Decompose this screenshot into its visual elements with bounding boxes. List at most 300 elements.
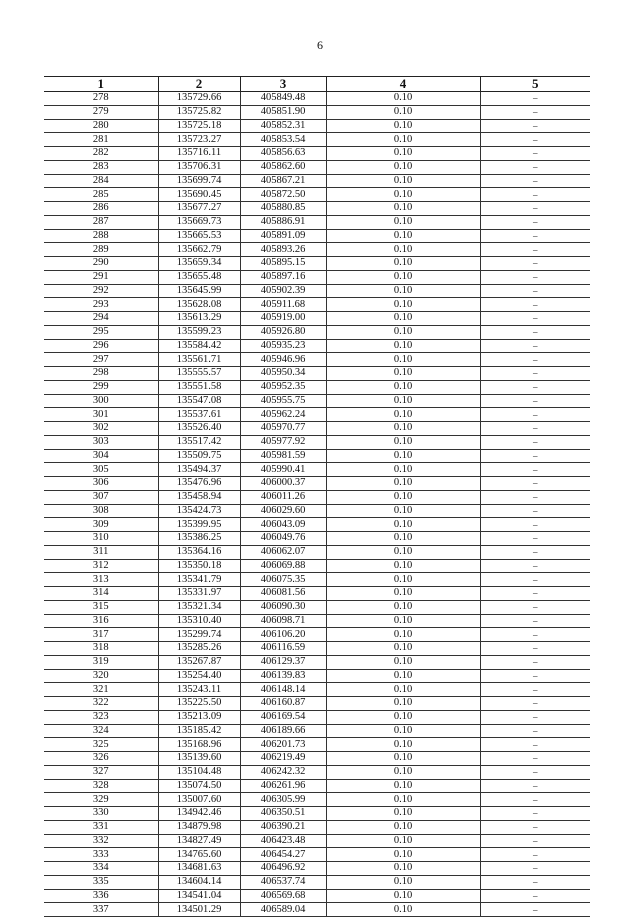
x-coordinate-cell: 135386.25: [158, 532, 240, 546]
error-value-cell: 0.10: [326, 628, 480, 642]
y-coordinate-cell: 405856.63: [240, 147, 326, 161]
table-row: [44, 312, 590, 326]
point-number-cell: 292: [44, 284, 158, 298]
error-value-cell: 0.10: [326, 518, 480, 532]
note-cell: –: [480, 738, 590, 752]
table-row: [44, 697, 590, 711]
point-number-cell: 282: [44, 147, 158, 161]
x-coordinate-cell: 135526.40: [158, 422, 240, 436]
x-coordinate-cell: 135364.16: [158, 545, 240, 559]
note-cell: –: [480, 655, 590, 669]
error-value-cell: 0.10: [326, 380, 480, 394]
x-coordinate-cell: 135341.79: [158, 573, 240, 587]
x-coordinate-cell: 135139.60: [158, 752, 240, 766]
error-value-cell: 0.10: [326, 270, 480, 284]
point-number-cell: 323: [44, 710, 158, 724]
table-row: [44, 92, 590, 106]
table-row: [44, 710, 590, 724]
note-cell: –: [480, 147, 590, 161]
x-coordinate-cell: 135659.34: [158, 257, 240, 271]
y-coordinate-cell: 405897.16: [240, 270, 326, 284]
note-cell: –: [480, 119, 590, 133]
error-value-cell: 0.10: [326, 669, 480, 683]
note-cell: –: [480, 325, 590, 339]
point-number-cell: 297: [44, 353, 158, 367]
x-coordinate-cell: 135716.11: [158, 147, 240, 161]
error-value-cell: 0.10: [326, 587, 480, 601]
table-row: [44, 587, 590, 601]
x-coordinate-cell: 135458.94: [158, 490, 240, 504]
y-coordinate-cell: 406305.99: [240, 793, 326, 807]
note-cell: –: [480, 545, 590, 559]
table-row: [44, 325, 590, 339]
table-row: [44, 752, 590, 766]
error-value-cell: 0.10: [326, 105, 480, 119]
point-number-cell: 303: [44, 435, 158, 449]
y-coordinate-cell: 405902.39: [240, 284, 326, 298]
note-cell: –: [480, 284, 590, 298]
error-value-cell: 0.10: [326, 752, 480, 766]
point-number-cell: 290: [44, 257, 158, 271]
note-cell: –: [480, 834, 590, 848]
y-coordinate-cell: 405926.80: [240, 325, 326, 339]
x-coordinate-cell: 135007.60: [158, 793, 240, 807]
y-coordinate-cell: 405867.21: [240, 174, 326, 188]
error-value-cell: 0.10: [326, 435, 480, 449]
note-cell: –: [480, 105, 590, 119]
table-row: [44, 243, 590, 257]
point-number-cell: 288: [44, 229, 158, 243]
y-coordinate-cell: 406242.32: [240, 765, 326, 779]
error-value-cell: 0.10: [326, 532, 480, 546]
x-coordinate-cell: 135254.40: [158, 669, 240, 683]
x-coordinate-cell: 135645.99: [158, 284, 240, 298]
error-value-cell: 0.10: [326, 174, 480, 188]
point-number-cell: 307: [44, 490, 158, 504]
note-cell: –: [480, 490, 590, 504]
point-number-cell: 334: [44, 862, 158, 876]
x-coordinate-cell: 135104.48: [158, 765, 240, 779]
point-number-cell: 326: [44, 752, 158, 766]
x-coordinate-cell: 135662.79: [158, 243, 240, 257]
y-coordinate-cell: 406129.37: [240, 655, 326, 669]
table-row: [44, 257, 590, 271]
table-row: [44, 422, 590, 436]
point-number-cell: 300: [44, 394, 158, 408]
note-cell: –: [480, 875, 590, 889]
table-row: [44, 270, 590, 284]
table-row: [44, 147, 590, 161]
x-coordinate-cell: 134541.04: [158, 889, 240, 903]
error-value-cell: 0.10: [326, 490, 480, 504]
point-number-cell: 296: [44, 339, 158, 353]
error-value-cell: 0.10: [326, 655, 480, 669]
y-coordinate-cell: 406075.35: [240, 573, 326, 587]
point-number-cell: 299: [44, 380, 158, 394]
note-cell: –: [480, 504, 590, 518]
y-coordinate-cell: 405952.35: [240, 380, 326, 394]
y-coordinate-cell: 405950.34: [240, 367, 326, 381]
y-coordinate-cell: 405895.15: [240, 257, 326, 271]
y-coordinate-cell: 406160.87: [240, 697, 326, 711]
error-value-cell: 0.10: [326, 243, 480, 257]
point-number-cell: 333: [44, 848, 158, 862]
error-value-cell: 0.10: [326, 903, 480, 917]
y-coordinate-cell: 406098.71: [240, 614, 326, 628]
note-cell: –: [480, 133, 590, 147]
x-coordinate-cell: 135517.42: [158, 435, 240, 449]
point-number-cell: 280: [44, 119, 158, 133]
x-coordinate-cell: 135424.73: [158, 504, 240, 518]
x-coordinate-cell: 135267.87: [158, 655, 240, 669]
table-row: [44, 793, 590, 807]
error-value-cell: 0.10: [326, 559, 480, 573]
note-cell: –: [480, 889, 590, 903]
table-row: [44, 463, 590, 477]
x-coordinate-cell: 135509.75: [158, 449, 240, 463]
x-coordinate-cell: 135185.42: [158, 724, 240, 738]
point-number-cell: 318: [44, 642, 158, 656]
y-coordinate-cell: 406049.76: [240, 532, 326, 546]
point-number-cell: 316: [44, 614, 158, 628]
note-cell: –: [480, 628, 590, 642]
error-value-cell: 0.10: [326, 545, 480, 559]
y-coordinate-cell: 406069.88: [240, 559, 326, 573]
point-number-cell: 329: [44, 793, 158, 807]
y-coordinate-cell: 405962.24: [240, 408, 326, 422]
x-coordinate-cell: 135561.71: [158, 353, 240, 367]
note-cell: –: [480, 724, 590, 738]
error-value-cell: 0.10: [326, 724, 480, 738]
y-coordinate-cell: 406043.09: [240, 518, 326, 532]
error-value-cell: 0.10: [326, 215, 480, 229]
x-coordinate-cell: 134501.29: [158, 903, 240, 917]
error-value-cell: 0.10: [326, 257, 480, 271]
table-row: [44, 408, 590, 422]
error-value-cell: 0.10: [326, 298, 480, 312]
point-number-cell: 310: [44, 532, 158, 546]
x-coordinate-cell: 135599.23: [158, 325, 240, 339]
note-cell: –: [480, 449, 590, 463]
point-number-cell: 285: [44, 188, 158, 202]
table-row: [44, 229, 590, 243]
note-cell: –: [480, 752, 590, 766]
x-coordinate-cell: 135723.27: [158, 133, 240, 147]
point-number-cell: 317: [44, 628, 158, 642]
point-number-cell: 330: [44, 807, 158, 821]
table-row: [44, 642, 590, 656]
y-coordinate-cell: 405893.26: [240, 243, 326, 257]
error-value-cell: 0.10: [326, 119, 480, 133]
y-coordinate-cell: 405911.68: [240, 298, 326, 312]
note-cell: –: [480, 367, 590, 381]
note-cell: –: [480, 92, 590, 106]
point-number-cell: 283: [44, 160, 158, 174]
table-row: [44, 820, 590, 834]
error-value-cell: 0.10: [326, 477, 480, 491]
point-number-cell: 298: [44, 367, 158, 381]
point-number-cell: 286: [44, 202, 158, 216]
table-row: [44, 298, 590, 312]
error-value-cell: 0.10: [326, 229, 480, 243]
note-cell: –: [480, 642, 590, 656]
y-coordinate-cell: 406148.14: [240, 683, 326, 697]
note-cell: –: [480, 394, 590, 408]
table-row: [44, 724, 590, 738]
point-number-cell: 284: [44, 174, 158, 188]
point-number-cell: 336: [44, 889, 158, 903]
error-value-cell: 0.10: [326, 820, 480, 834]
error-value-cell: 0.10: [326, 92, 480, 106]
note-cell: –: [480, 463, 590, 477]
note-cell: –: [480, 380, 590, 394]
column-header-4: 4: [326, 77, 480, 92]
y-coordinate-cell: 406169.54: [240, 710, 326, 724]
error-value-cell: 0.10: [326, 834, 480, 848]
y-coordinate-cell: 406390.21: [240, 820, 326, 834]
point-number-cell: 337: [44, 903, 158, 917]
x-coordinate-cell: 135476.96: [158, 477, 240, 491]
y-coordinate-cell: 405872.50: [240, 188, 326, 202]
x-coordinate-cell: 135321.34: [158, 600, 240, 614]
note-cell: –: [480, 710, 590, 724]
point-number-cell: 315: [44, 600, 158, 614]
error-value-cell: 0.10: [326, 133, 480, 147]
x-coordinate-cell: 135706.31: [158, 160, 240, 174]
note-cell: –: [480, 614, 590, 628]
table-row: [44, 105, 590, 119]
point-number-cell: 289: [44, 243, 158, 257]
table-header-row: [44, 77, 590, 92]
table-row: [44, 545, 590, 559]
note-cell: –: [480, 339, 590, 353]
x-coordinate-cell: 135665.53: [158, 229, 240, 243]
note-cell: –: [480, 160, 590, 174]
table-row: [44, 532, 590, 546]
x-coordinate-cell: 134879.98: [158, 820, 240, 834]
x-coordinate-cell: 135225.50: [158, 697, 240, 711]
table-row: [44, 862, 590, 876]
x-coordinate-cell: 135399.95: [158, 518, 240, 532]
error-value-cell: 0.10: [326, 367, 480, 381]
x-coordinate-cell: 135677.27: [158, 202, 240, 216]
table-row: [44, 807, 590, 821]
table-row: [44, 490, 590, 504]
point-number-cell: 324: [44, 724, 158, 738]
note-cell: –: [480, 312, 590, 326]
x-coordinate-cell: 135729.66: [158, 92, 240, 106]
point-number-cell: 309: [44, 518, 158, 532]
table-row: [44, 174, 590, 188]
x-coordinate-cell: 134765.60: [158, 848, 240, 862]
error-value-cell: 0.10: [326, 353, 480, 367]
error-value-cell: 0.10: [326, 202, 480, 216]
point-number-cell: 327: [44, 765, 158, 779]
error-value-cell: 0.10: [326, 683, 480, 697]
note-cell: –: [480, 820, 590, 834]
point-number-cell: 291: [44, 270, 158, 284]
y-coordinate-cell: 405955.75: [240, 394, 326, 408]
point-number-cell: 319: [44, 655, 158, 669]
x-coordinate-cell: 135168.96: [158, 738, 240, 752]
table-row: [44, 504, 590, 518]
y-coordinate-cell: 406139.83: [240, 669, 326, 683]
error-value-cell: 0.10: [326, 147, 480, 161]
table-row: [44, 160, 590, 174]
y-coordinate-cell: 405853.54: [240, 133, 326, 147]
point-number-cell: 278: [44, 92, 158, 106]
table-row: [44, 119, 590, 133]
error-value-cell: 0.10: [326, 765, 480, 779]
coordinates-table: [44, 76, 590, 917]
point-number-cell: 328: [44, 779, 158, 793]
table-row: [44, 655, 590, 669]
error-value-cell: 0.10: [326, 642, 480, 656]
x-coordinate-cell: 135555.57: [158, 367, 240, 381]
note-cell: –: [480, 793, 590, 807]
table-row: [44, 435, 590, 449]
error-value-cell: 0.10: [326, 160, 480, 174]
y-coordinate-cell: 405919.00: [240, 312, 326, 326]
point-number-cell: 287: [44, 215, 158, 229]
y-coordinate-cell: 405970.77: [240, 422, 326, 436]
table-row: [44, 133, 590, 147]
x-coordinate-cell: 135584.42: [158, 339, 240, 353]
note-cell: –: [480, 697, 590, 711]
note-cell: –: [480, 215, 590, 229]
y-coordinate-cell: 406219.49: [240, 752, 326, 766]
table-row: [44, 559, 590, 573]
note-cell: –: [480, 353, 590, 367]
note-cell: –: [480, 903, 590, 917]
error-value-cell: 0.10: [326, 325, 480, 339]
page-number: 6: [317, 38, 323, 52]
y-coordinate-cell: 406000.37: [240, 477, 326, 491]
column-header-2: 2: [158, 77, 240, 92]
x-coordinate-cell: 134942.46: [158, 807, 240, 821]
y-coordinate-cell: 406201.73: [240, 738, 326, 752]
error-value-cell: 0.10: [326, 614, 480, 628]
note-cell: –: [480, 422, 590, 436]
table-row: [44, 889, 590, 903]
column-header-3: 3: [240, 77, 326, 92]
x-coordinate-cell: 135243.11: [158, 683, 240, 697]
error-value-cell: 0.10: [326, 449, 480, 463]
note-cell: –: [480, 188, 590, 202]
error-value-cell: 0.10: [326, 710, 480, 724]
error-value-cell: 0.10: [326, 807, 480, 821]
y-coordinate-cell: 405981.59: [240, 449, 326, 463]
point-number-cell: 311: [44, 545, 158, 559]
table-row: [44, 518, 590, 532]
table-row: [44, 573, 590, 587]
y-coordinate-cell: 406569.68: [240, 889, 326, 903]
point-number-cell: 320: [44, 669, 158, 683]
x-coordinate-cell: 135331.97: [158, 587, 240, 601]
y-coordinate-cell: 406029.60: [240, 504, 326, 518]
error-value-cell: 0.10: [326, 394, 480, 408]
point-number-cell: 335: [44, 875, 158, 889]
note-cell: –: [480, 435, 590, 449]
note-cell: –: [480, 298, 590, 312]
x-coordinate-cell: 135613.29: [158, 312, 240, 326]
y-coordinate-cell: 405880.85: [240, 202, 326, 216]
x-coordinate-cell: 135285.26: [158, 642, 240, 656]
y-coordinate-cell: 406106.20: [240, 628, 326, 642]
table-row: [44, 284, 590, 298]
x-coordinate-cell: 135699.74: [158, 174, 240, 188]
error-value-cell: 0.10: [326, 875, 480, 889]
point-number-cell: 331: [44, 820, 158, 834]
point-number-cell: 306: [44, 477, 158, 491]
x-coordinate-cell: 135213.09: [158, 710, 240, 724]
x-coordinate-cell: 135725.18: [158, 119, 240, 133]
error-value-cell: 0.10: [326, 779, 480, 793]
error-value-cell: 0.10: [326, 697, 480, 711]
y-coordinate-cell: 406090.30: [240, 600, 326, 614]
x-coordinate-cell: 135725.82: [158, 105, 240, 119]
table-row: [44, 600, 590, 614]
table-row: [44, 779, 590, 793]
table-row: [44, 477, 590, 491]
table-body: [44, 92, 590, 917]
x-coordinate-cell: 135350.18: [158, 559, 240, 573]
y-coordinate-cell: 405935.23: [240, 339, 326, 353]
table-row: [44, 875, 590, 889]
y-coordinate-cell: 406423.48: [240, 834, 326, 848]
y-coordinate-cell: 406350.51: [240, 807, 326, 821]
error-value-cell: 0.10: [326, 793, 480, 807]
x-coordinate-cell: 135547.08: [158, 394, 240, 408]
table-row: [44, 628, 590, 642]
point-number-cell: 301: [44, 408, 158, 422]
x-coordinate-cell: 134827.49: [158, 834, 240, 848]
error-value-cell: 0.10: [326, 504, 480, 518]
table-row: [44, 683, 590, 697]
y-coordinate-cell: 406454.27: [240, 848, 326, 862]
error-value-cell: 0.10: [326, 600, 480, 614]
table-row: [44, 380, 590, 394]
point-number-cell: 304: [44, 449, 158, 463]
error-value-cell: 0.10: [326, 339, 480, 353]
note-cell: –: [480, 779, 590, 793]
error-value-cell: 0.10: [326, 889, 480, 903]
y-coordinate-cell: 405990.41: [240, 463, 326, 477]
y-coordinate-cell: 405886.91: [240, 215, 326, 229]
table-row: [44, 339, 590, 353]
y-coordinate-cell: 405852.31: [240, 119, 326, 133]
column-header-5: 5: [480, 77, 590, 92]
point-number-cell: 312: [44, 559, 158, 573]
error-value-cell: 0.10: [326, 284, 480, 298]
point-number-cell: 332: [44, 834, 158, 848]
point-number-cell: 308: [44, 504, 158, 518]
table-row: [44, 738, 590, 752]
point-number-cell: 322: [44, 697, 158, 711]
table-row: [44, 669, 590, 683]
point-number-cell: 281: [44, 133, 158, 147]
y-coordinate-cell: 405851.90: [240, 105, 326, 119]
error-value-cell: 0.10: [326, 862, 480, 876]
error-value-cell: 0.10: [326, 848, 480, 862]
table-row: [44, 367, 590, 381]
note-cell: –: [480, 518, 590, 532]
note-cell: –: [480, 848, 590, 862]
error-value-cell: 0.10: [326, 573, 480, 587]
point-number-cell: 294: [44, 312, 158, 326]
y-coordinate-cell: 406261.96: [240, 779, 326, 793]
table-row: [44, 614, 590, 628]
